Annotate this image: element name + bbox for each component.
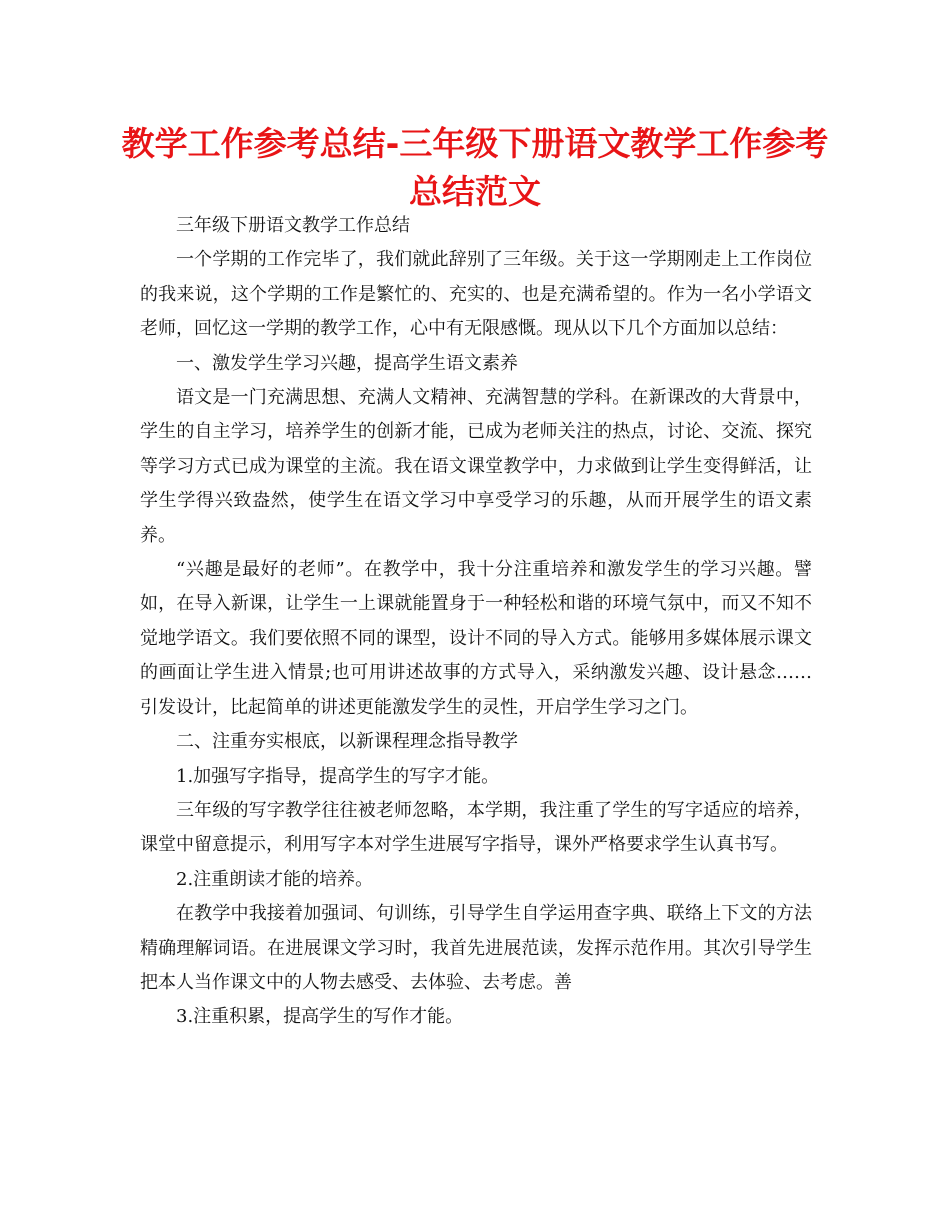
document-title: 教学工作参考总结-三年级下册语文教学工作参考总结范文 — [121, 124, 829, 211]
body-paragraph: 在教学中我接着加强词、句训练，引导学生自学运用查字典、联络上下文的方法精确理解词语。在进展课文学习时，我首先进展范读，发挥示范作用。其次引导学生把本人当作课文中的人物去感受、去体验、去考虑。善 — [140, 903, 812, 993]
subsection-heading-2: 2.注重朗读才能的培养。 — [176, 868, 374, 890]
section-heading-2: 二、注重夯实根底，以新课程理念指导教学 — [176, 731, 518, 753]
body-paragraph: 三年级的写字教学往往被老师忽略，本学期，我注重了学生的写字适应的培养，课堂中留意提示，利用写字本对学生进展写字指导，课外严格要求学生认真书写。 — [140, 799, 812, 856]
section-heading-1: 一、激发学生学习兴趣，提高学生语文素养 — [176, 352, 518, 374]
body-paragraph: 语文是一门充满思想、充满人文精神、充满智慧的学科。在新课改的大背景中，学生的自主学习，培养学生的创新才能，已成为老师关注的热点，讨论、交流、探究等学习方式已成为课堂的主流。我在语文课堂教学中，力求做到让学生变得鲜活，让学生学得兴致盎然，使学生在语文学习中享受学习的乐趣，从而开展学生的语文素养。 — [140, 387, 812, 546]
body-paragraph: “兴趣是最好的老师”。在教学中，我十分注重培养和激发学生的学习兴趣。譬如，在导入新课，让学生一上课就能置身于一种轻松和谐的环境气氛中，而又不知不觉地学语文。我们要依照不同的课型，设计不同的导入方式。能够用多媒体展示课文的画面让学生进入情景;也可用讲述故事的方式导入，采纳激发兴趣、设计悬念……引发设计，比起简单的讲述更能激发学生的灵性，开启学生学习之门。 — [140, 559, 812, 718]
subtitle-paragraph: 三年级下册语文教学工作总结 — [176, 215, 410, 236]
document-body — [140, 209, 812, 1035]
intro-paragraph: 一个学期的工作完毕了，我们就此辞别了三年级。关于这一学期刚走上工作岗位的我来说，这个学期的工作是繁忙的、充实的、也是充满希望的。作为一名小学语文老师，回忆这一学期的教学工作，心中有无限感慨。现从以下几个方面加以总结： — [140, 249, 812, 340]
subsection-heading-3: 3.注重积累，提高学生的写作才能。 — [176, 1006, 464, 1028]
subsection-heading-1: 1.加强写字指导，提高学生的写字才能。 — [176, 765, 500, 787]
